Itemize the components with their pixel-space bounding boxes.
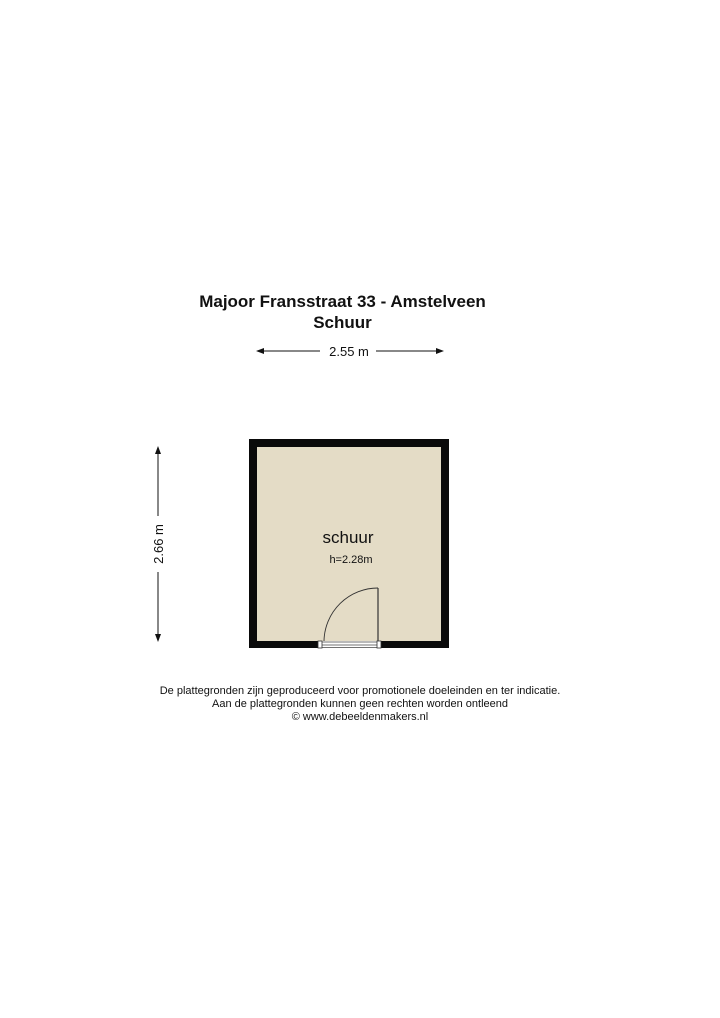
room-ceiling-height: h=2.28m: [329, 554, 373, 566]
wall-left: [249, 439, 257, 648]
plan-subtitle: Schuur: [313, 313, 372, 332]
wall-top: [249, 439, 449, 447]
width-label: 2.55 m: [329, 344, 369, 359]
wall-bottom-right: [381, 641, 449, 648]
arrow-up-icon: [155, 446, 161, 454]
width-dimension: [256, 344, 444, 359]
copyright-line: © www.debeeldenmakers.nl: [291, 711, 429, 723]
plan-title: Majoor Fransstraat 33 - Amstelveen: [199, 292, 486, 311]
arrow-down-icon: [155, 634, 161, 642]
disclaimer-line-2: Aan de plattegronden kunnen geen rechten worden ontleend: [211, 698, 508, 710]
wall-bottom-left: [249, 641, 320, 648]
room-schuur: [249, 439, 449, 648]
room-name: schuur: [322, 528, 374, 547]
wall-right: [441, 439, 449, 648]
arrow-left-icon: [256, 348, 264, 354]
height-label: 2.66 m: [151, 524, 166, 564]
height-dimension: [151, 446, 166, 642]
disclaimer-line-1: De plattegronden zijn geproduceerd voor promotionele doeleinden en ter indicatie.: [159, 685, 561, 697]
arrow-right-icon: [436, 348, 444, 354]
